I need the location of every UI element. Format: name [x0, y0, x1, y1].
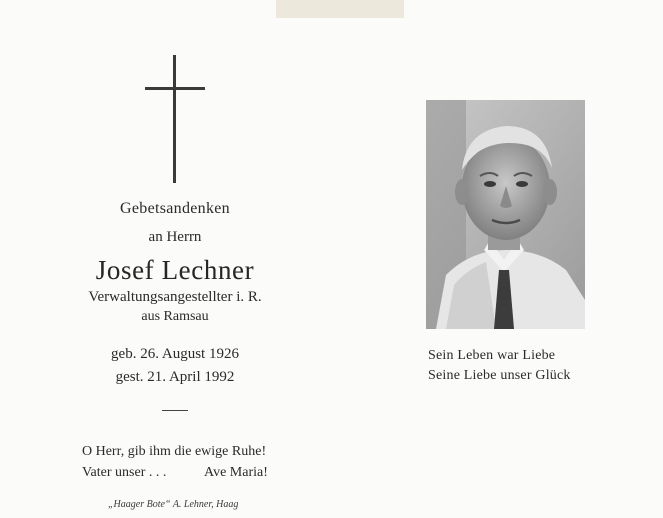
quote-line-1: Sein Leben war Liebe: [428, 348, 556, 363]
occupation: Verwaltungsangestellter i. R.: [88, 289, 262, 305]
adhesive-tape: [276, 0, 404, 18]
prayer-line-1: O Herr, gib ihm die ewige Ruhe!: [82, 444, 267, 459]
birth-date: geb. 26. August 1926: [111, 346, 239, 362]
cross-icon: [145, 55, 205, 183]
card-heading: Gebetsandenken: [120, 200, 230, 217]
hometown: aus Ramsau: [141, 309, 209, 324]
deceased-name: Josef Lechner: [95, 255, 255, 285]
salutation: an Herrn: [148, 229, 202, 245]
printer-credit: „Haager Bote“ A. Lehner, Haag: [108, 499, 239, 510]
prayer-ave-maria: Ave Maria!: [204, 465, 268, 480]
divider: [162, 410, 188, 411]
quote-line-2: Seine Liebe unser Glück: [428, 368, 571, 383]
prayer-line-2: [82, 465, 268, 481]
prayer-vater-unser: Vater unser . . .: [82, 465, 167, 480]
portrait-photo: [426, 100, 585, 329]
death-date: gest. 21. April 1992: [115, 369, 235, 385]
